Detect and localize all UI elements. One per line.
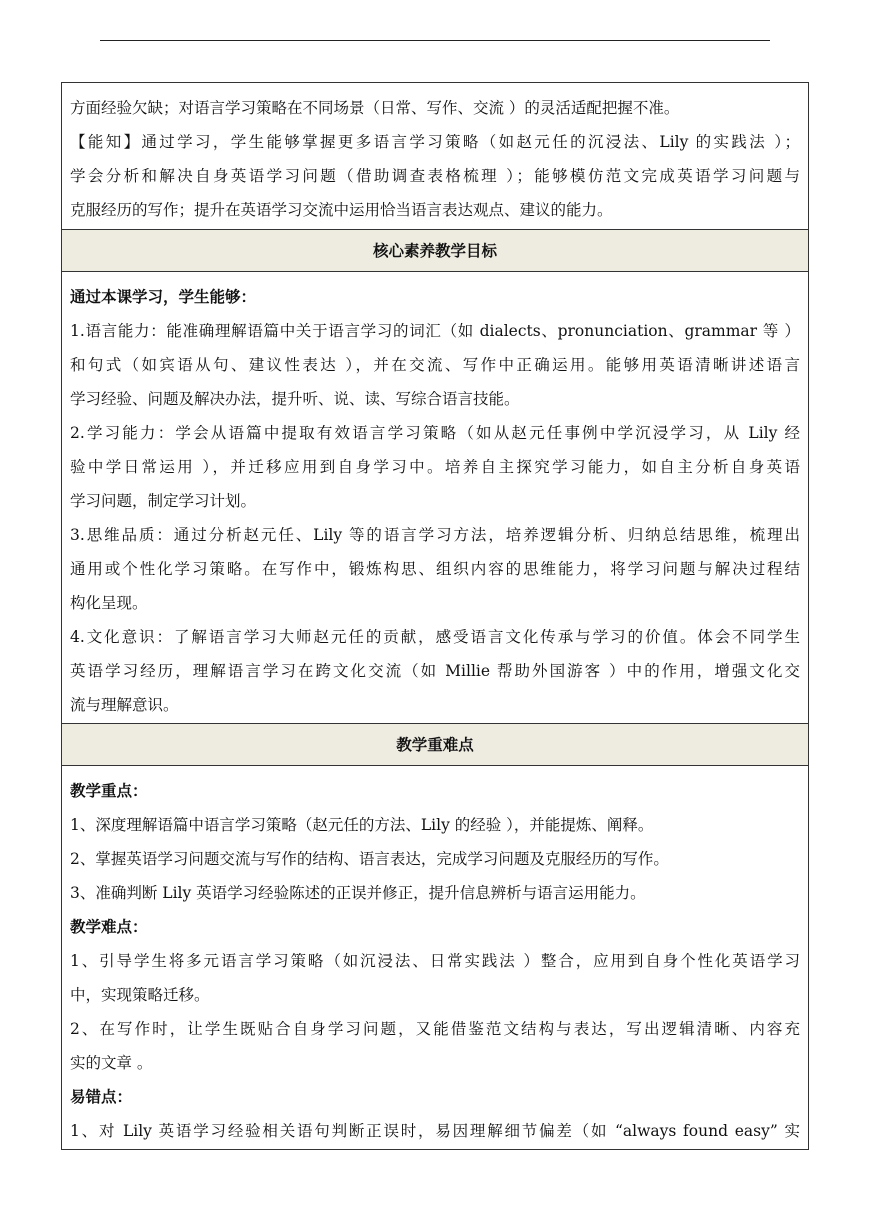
objectives-line: 方面经验欠缺；对语言学习策略在不同场景（日常、写作、交流 ）的灵活适配把握不准。 — [70, 99, 680, 117]
core-goals-line: 英语学习经历，理解语言学习在跨文化交流（如 Millie 帮助外国游客 ）中的作用，增强文化交 — [70, 662, 800, 680]
core-goals-line: 2.学习能力：学会从语篇中提取有效语言学习策略（如从赵元任事例中学沉浸学习，从 Lily 经 — [70, 424, 800, 442]
core-goals-line: 验中学日常运用 ），并迁移应用到自身学习中。培养自主探究学习能力，如自主分析自身英语 — [70, 458, 800, 476]
header-rule — [100, 40, 770, 41]
core-goals-line: 1.语言能力：能准确理解语篇中关于语言学习的词汇（如 dialects、pronunciation、grammar 等 ） — [70, 322, 800, 340]
core-goals-line: 3.思维品质：通过分析赵元任、Lily 等的语言学习方法，培养逻辑分析、归纳总结思维，梳理出 — [70, 526, 800, 544]
focus-item: 2、掌握英语学习问题交流与写作的结构、语言表达，完成学习问题及克服经历的写作。 — [70, 850, 669, 868]
error-title: 易错点： — [70, 1087, 133, 1106]
focus-item: 3、准确判断 Lily 英语学习经验陈述的正误并修正，提升信息辨析与语言运用能力。 — [70, 884, 646, 902]
key-points-cell — [62, 765, 808, 1149]
lesson-plan-table — [61, 82, 809, 1150]
focus-item: 1、深度理解语篇中语言学习策略（赵元任的方法、Lily 的经验 ），并能提炼、阐释。 — [70, 816, 654, 834]
core-goals-line: 构化呈现。 — [70, 594, 148, 612]
focus-title: 教学重点： — [70, 781, 148, 800]
difficulty-line: 2、在写作时，让学生既贴合自身学习问题，又能借鉴范文结构与表达，写出逻辑清晰、内容充 — [70, 1020, 800, 1038]
objectives-cell — [62, 83, 808, 229]
error-line: 1、对 Lily 英语学习经验相关语句判断正误时，易因理解细节偏差（如 “always found easy” 实 — [70, 1122, 800, 1140]
difficulty-line: 实的文章 。 — [70, 1054, 153, 1072]
difficulty-line: 中，实现策略迁移。 — [70, 986, 210, 1004]
objectives-line: 克服经历的写作；提升在英语学习交流中运用恰当语言表达观点、建议的能力。 — [70, 201, 613, 219]
difficulty-title: 教学难点： — [70, 917, 148, 936]
core-goals-line: 4.文化意识：了解语言学习大师赵元任的贡献，感受语言文化传承与学习的价值。体会不同学生 — [70, 628, 800, 646]
core-goals-intro: 通过本课学习，学生能够： — [70, 287, 257, 306]
key-points-header: 教学重难点 — [62, 723, 808, 765]
core-goals-cell — [62, 271, 808, 723]
core-goals-line: 和句式（如宾语从句、建议性表达 ），并在交流、写作中正确运用。能够用英语清晰讲述语言 — [70, 356, 800, 374]
core-goals-line: 流与理解意识。 — [70, 696, 179, 714]
difficulty-line: 1、引导学生将多元语言学习策略（如沉浸法、日常实践法 ）整合，应用到自身个性化英语学习 — [70, 952, 800, 970]
core-goals-header: 核心素养教学目标 — [62, 229, 808, 271]
objectives-line: 【能知】通过学习，学生能够掌握更多语言学习策略（如赵元任的沉浸法、Lily 的实践法 ）； — [70, 133, 800, 151]
objectives-line: 学会分析和解决自身英语学习问题（借助调查表格梳理 ）；能够模仿范文完成英语学习问题与 — [70, 167, 800, 185]
core-goals-line: 学习问题，制定学习计划。 — [70, 492, 257, 510]
core-goals-line: 学习经验、问题及解决办法，提升听、说、读、写综合语言技能。 — [70, 390, 520, 408]
core-goals-line: 通用或个性化学习策略。在写作中，锻炼构思、组织内容的思维能力，将学习问题与解决过程结 — [70, 560, 800, 578]
